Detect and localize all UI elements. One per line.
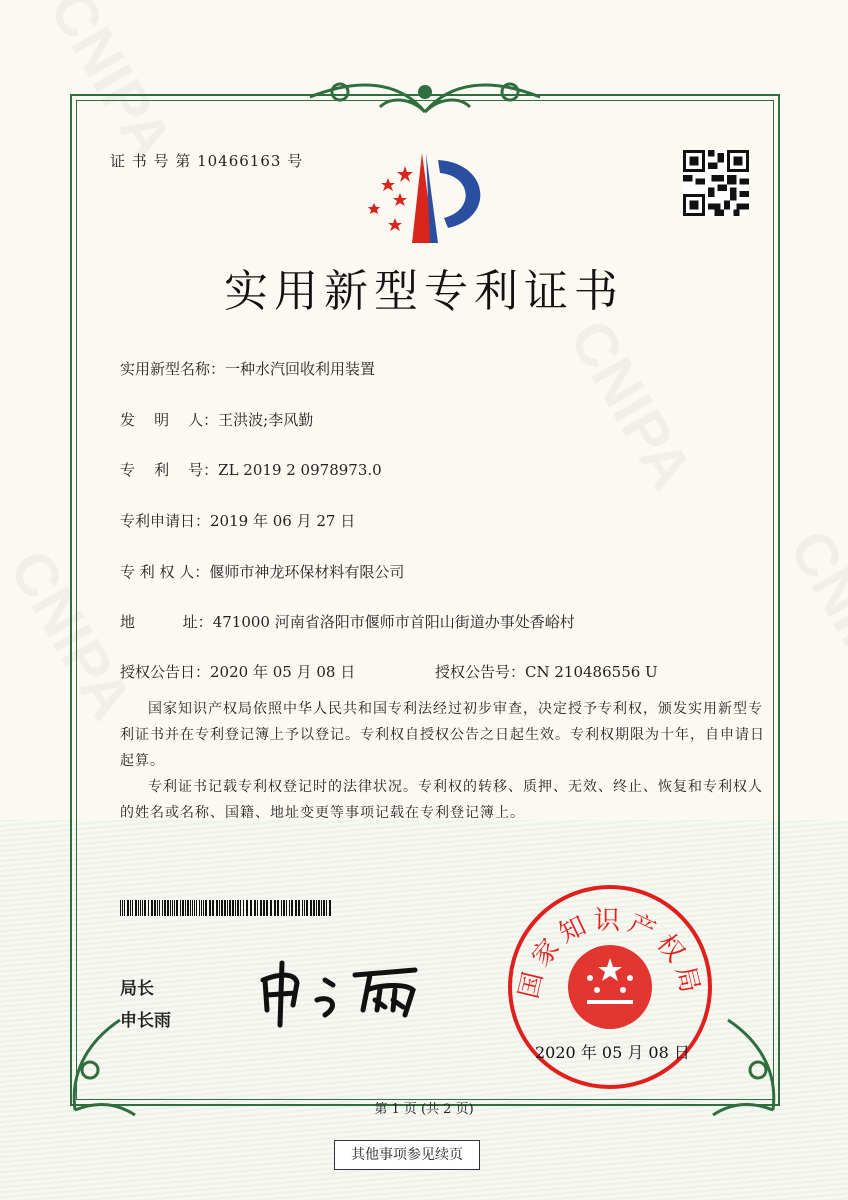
barcode — [120, 900, 335, 916]
field-address — [120, 611, 575, 632]
signature-icon — [255, 955, 440, 1030]
director-title: 局长 — [120, 979, 154, 999]
svg-text:国家知识产权局: 国家知识产权局 — [513, 906, 707, 1002]
field-application-date — [120, 510, 355, 531]
field-value: 王洪波;李风勤 — [218, 411, 314, 429]
page-indicator: 第 1 页 (共 2 页) — [374, 1102, 474, 1117]
statement-paragraph: 国家知识产权局依照中华人民共和国专利法经过初步审查，决定授予专利权，颁发实用新型专利证书并在专利登记簿上予以登记。专利权自授权公告之日起生效。专利权期限为十年，自申请日起算。 — [120, 701, 765, 769]
field-utility-model-name — [120, 358, 375, 379]
field-announcement-number — [435, 661, 658, 682]
field-patentee — [120, 561, 404, 582]
field-label: 发 明 人： — [120, 411, 219, 429]
watermark — [776, 518, 848, 710]
field-label: 专 利 权 人： — [120, 563, 210, 581]
certificate-number: 证 书 号 第 10466163 号 — [110, 152, 304, 170]
field-label: 实用新型名称： — [120, 360, 226, 378]
field-value: CN 210486556 U — [525, 663, 658, 681]
cnipa-logo-icon — [360, 148, 490, 248]
statement-paragraph: 专利证书记载专利权登记时的法律状况。专利权的转移、质押、无效、终止、恢复和专利权人的姓名或名称、国籍、地址变更等事项记载在专利登记簿上。 — [120, 779, 763, 821]
top-ornament-icon — [300, 72, 550, 122]
field-value: 2019 年 06 月 27 日 — [210, 512, 356, 530]
qr-code — [683, 150, 749, 216]
certificate-title: 实用新型专利证书 — [224, 266, 624, 317]
director-name: 申长雨 — [120, 1011, 171, 1031]
field-label: 专 利 号： — [120, 461, 219, 479]
field-patent-number — [120, 459, 382, 480]
field-value: ZL 2019 2 0978973.0 — [218, 461, 382, 479]
field-grant-date — [120, 661, 355, 682]
field-inventor — [120, 409, 313, 430]
seal-date: 2020 年 05 月 08 日 — [535, 1043, 690, 1062]
field-value: 一种水汽回收利用装置 — [225, 360, 376, 378]
field-label: 授权公告日： — [120, 663, 211, 681]
field-label: 专利申请日： — [120, 512, 211, 530]
field-value: 偃师市神龙环保材料有限公司 — [209, 563, 405, 581]
field-value: 471000 河南省洛阳市偃师市首阳山街道办事处香峪村 — [212, 613, 575, 631]
field-label: 地 址： — [120, 613, 213, 631]
field-label: 授权公告号： — [435, 663, 526, 681]
field-value: 2020 年 05 月 08 日 — [210, 663, 356, 681]
continued-note: 其他事项参见续页 — [334, 1140, 480, 1170]
